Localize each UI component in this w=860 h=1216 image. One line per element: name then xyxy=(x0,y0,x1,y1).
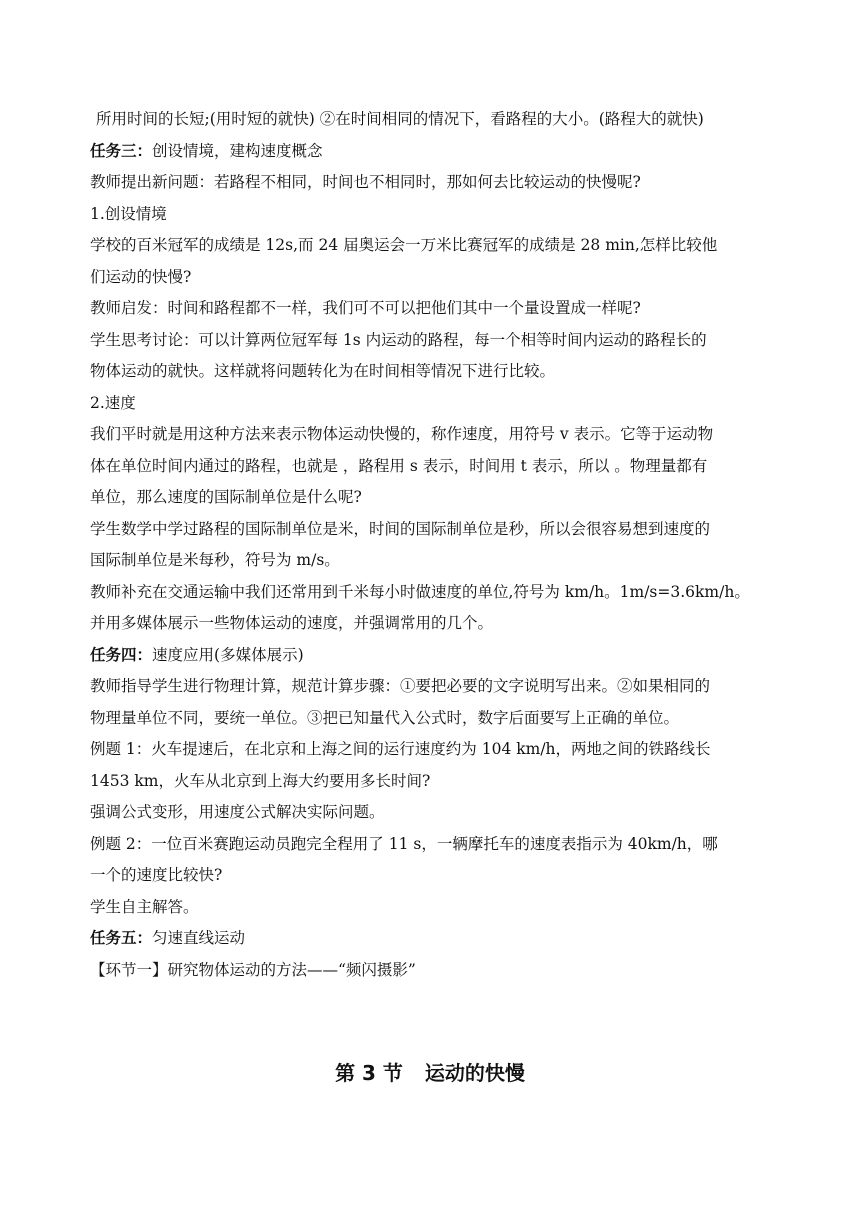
paragraph-line xyxy=(90,262,780,294)
line-text: 创设情境，建构速度概念 xyxy=(152,141,323,160)
paragraph-line xyxy=(90,577,780,609)
paragraph-line xyxy=(90,829,780,861)
line-text: 体在单位时间内通过的路程，也就是 ，路程用 s 表示，时间用 t 表示，所以 。物理量都有 xyxy=(90,456,708,475)
paragraph-line xyxy=(90,104,780,136)
section-number: 第 3 节 xyxy=(335,1061,403,1085)
line-text: 物理量单位不同，要统一单位。③把已知量代入公式时，数字后面要写上正确的单位。 xyxy=(90,708,680,727)
task-heading-line xyxy=(90,136,780,168)
line-text: 1.创设情境 xyxy=(90,204,167,223)
task-label: 任务三： xyxy=(90,141,153,160)
line-text: 学生自主解答。 xyxy=(90,897,199,916)
paragraph-line xyxy=(90,199,780,231)
line-text: 1453 km，火车从北京到上海大约要用多长时间? xyxy=(90,771,431,790)
paragraph-line xyxy=(90,671,780,703)
paragraph-line xyxy=(90,955,780,987)
section-title xyxy=(0,1057,860,1089)
paragraph-line xyxy=(90,356,780,388)
line-text: 单位，那么速度的国际制单位是什么呢? xyxy=(90,488,362,506)
paragraph-line xyxy=(90,703,780,735)
line-text: 强调公式变形，用速度公式解决实际问题。 xyxy=(90,803,385,821)
line-text: 们运动的快慢? xyxy=(90,267,192,286)
line-text: 国际制单位是米每秒，符号为 m/s。 xyxy=(90,551,340,569)
paragraph-line xyxy=(90,451,780,483)
line-text: 学生数学中学过路程的国际制单位是米，时间的国际制单位是秒，所以会很容易想到速度的 xyxy=(90,519,711,538)
line-text: 一个的速度比较快? xyxy=(90,866,223,884)
line-text: 教师指导学生进行物理计算，规范计算步骤：①要把必要的文字说明写出来。②如果相同的 xyxy=(90,677,711,695)
task-heading-line xyxy=(90,923,780,955)
paragraph-line xyxy=(90,230,780,262)
paragraph-line xyxy=(90,860,780,892)
line-text: 例题 2：一位百米赛跑运动员跑完全程用了 11 s，一辆摩托车的速度表指示为 40km/h，哪 xyxy=(90,834,718,853)
paragraph-line xyxy=(90,797,780,829)
paragraph-line xyxy=(90,514,780,546)
line-text: 速度应用(多媒体展示) xyxy=(152,645,304,664)
paragraph-line xyxy=(90,293,780,325)
section-name: 运动的快慢 xyxy=(424,1061,525,1085)
paragraph-line xyxy=(90,545,780,577)
line-text: 匀速直线运动 xyxy=(152,929,246,947)
line-text: 【环节一】研究物体运动的方法——“频闪摄影” xyxy=(90,960,416,979)
line-text: 教师提出新问题：若路程不相同，时间也不相同时，那如何去比较运动的快慢呢? xyxy=(90,173,641,191)
line-text: 学校的百米冠军的成绩是 12s,而 24 届奥运会一万米比赛冠军的成绩是 28 min,怎样比较他 xyxy=(90,236,718,254)
paragraph-line xyxy=(90,766,780,798)
line-text: 2.速度 xyxy=(90,393,136,412)
line-text: 学生思考讨论：可以计算两位冠军每 1s 内运动的路程，每一个相等时间内运动的路程长的 xyxy=(90,330,707,349)
line-text: 教师补充在交通运输中我们还常用到千米每小时做速度的单位,符号为 km/h。1m/s=3.6km/h。 xyxy=(90,582,750,601)
line-text: 所用时间的长短;(用时短的就快) ②在时间相同的情况下，看路程的大小。(路程大的就快) xyxy=(96,110,704,128)
line-text: 并用多媒体展示一些物体运动的速度，并强调常用的几个。 xyxy=(90,614,494,632)
task-heading-line xyxy=(90,640,780,672)
paragraph-line xyxy=(90,482,780,514)
paragraph-line xyxy=(90,608,780,640)
line-text: 我们平时就是用这种方法来表示物体运动快慢的，称作速度，用符号 v 表示。它等于运动物 xyxy=(90,425,714,443)
document-body xyxy=(90,104,780,986)
task-label: 任务四： xyxy=(90,645,153,664)
paragraph-line xyxy=(90,167,780,199)
paragraph-line xyxy=(90,325,780,357)
line-text: 例题 1：火车提速后，在北京和上海之间的运行速度约为 104 km/h，两地之间的铁路线长 xyxy=(90,740,711,758)
task-label: 任务五： xyxy=(90,929,153,947)
paragraph-line xyxy=(90,388,780,420)
line-text: 教师启发：时间和路程都不一样，我们可不可以把他们其中一个量设置成一样呢? xyxy=(90,299,641,317)
paragraph-line xyxy=(90,734,780,766)
line-text: 物体运动的就快。这样就将问题转化为在时间相等情况下进行比较。 xyxy=(90,362,556,380)
paragraph-line xyxy=(90,892,780,924)
paragraph-line xyxy=(90,419,780,451)
